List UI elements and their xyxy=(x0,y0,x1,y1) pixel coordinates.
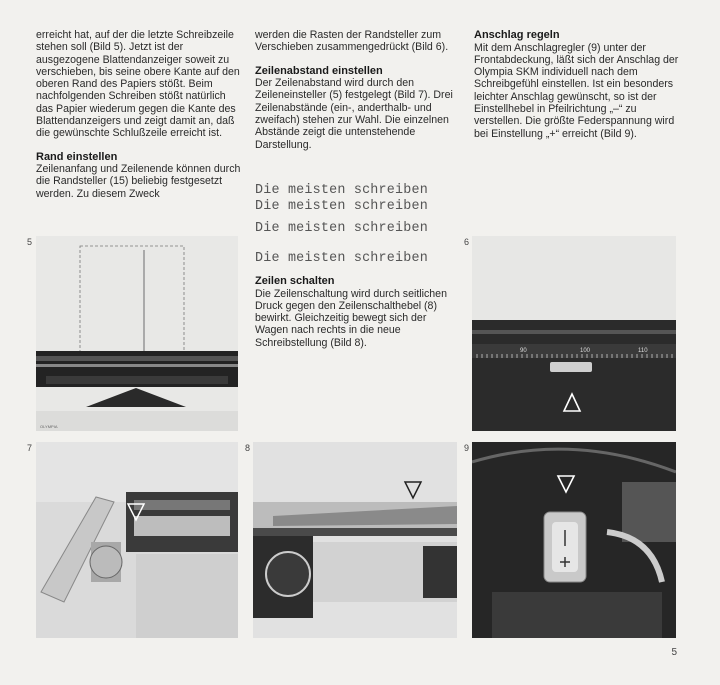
heading-rand-einstellen: Rand einstellen xyxy=(36,150,118,163)
heading-zeilenabstand: Zeilenabstand einstellen xyxy=(255,64,383,77)
figure-number-7: 7 xyxy=(27,443,33,453)
figure-8-photo xyxy=(253,442,457,638)
scale-label: 100 xyxy=(580,348,591,354)
paragraph-blattendanzeiger: erreicht hat, auf der die letzte Schreibzeile stehen soll (Bild 5). Jetzt ist der ausgezogene Blattendanzeiger soweit zu verschieben, bis seine obere Kante auf den oberen Rand des Papiers stößt. Beim nachfolgenden Schreiben stößt natürlich das Papier wiederum gegen die Kante des Blattendanzeigers und zeigt damit an, daß die gewünschte Schlußzeile erreicht ist. xyxy=(36,29,240,140)
scale-label: 90 xyxy=(520,348,527,354)
line-spacing-sample: Die meisten schreiben xyxy=(255,221,428,236)
figure-number-5: 5 xyxy=(27,237,33,247)
figure-7-photo xyxy=(36,442,238,638)
line-spacing-sample: Die meisten schreiben xyxy=(255,251,428,266)
line-spacing-sample: Die meisten schreiben xyxy=(255,183,428,198)
figure-9-photo xyxy=(472,442,676,638)
text-column-2 xyxy=(255,29,455,151)
line-spacing-sample: Die meisten schreiben xyxy=(255,199,428,214)
text-column-1 xyxy=(36,29,242,200)
figure-5-photo xyxy=(36,236,238,431)
paragraph-randsteller: werden die Rasten der Randsteller zum Verschieben zusammengedrückt (Bild 6). xyxy=(255,29,449,54)
paragraph-anschlag-regeln: Mit dem Anschlagregler (9) unter der Frontabdeckung, läßt sich der Anschlag der Olympia SKM individuell nach dem Schreibgefühl einstellen. Ist ein besonders leichter Anschlag gewünscht, so ist der Einstellhebel in Pfeilrichtung „–“ zu verstellen. Die größte Federspannung wird bei Einstellung „+“ erreicht (Bild 9). xyxy=(474,41,679,140)
paragraph-zeilen-schalten: Die Zeilenschaltung wird durch seitlichen Druck gegen den Zeilenschalthebel (8) bewirkt. Gleichzeitig bewegt sich der Wagen nach rechts in die neue Schreibstellung (Bild 8). xyxy=(255,287,447,349)
scale-label: 110 xyxy=(638,348,648,354)
paragraph-zeilenabstand: Der Zeilenabstand wird durch den Zeileneinsteller (5) festgelegt (Bild 7). Drei Zeilenabstände (ein-, anderthalb- und zweifach) stehen zur Wahl. Die einzelnen Abstände zeigt die untenstehende Darstellung. xyxy=(255,77,453,151)
text-column-2-lower xyxy=(255,275,455,349)
heading-anschlag-regeln: Anschlag regeln xyxy=(474,29,560,41)
text-column-3 xyxy=(474,29,686,140)
figure-6-photo xyxy=(472,236,676,431)
paragraph-rand-einstellen: Zeilenanfang und Zeilenende können durch die Randsteller (15) beliebig festgesetzt werden. Zu diesem Zweck xyxy=(36,163,241,200)
page-number: 5 xyxy=(671,647,677,658)
svg-text:OLYMPIA: OLYMPIA xyxy=(40,424,58,429)
figure-number-8: 8 xyxy=(245,443,251,453)
figure-number-6: 6 xyxy=(464,237,470,247)
figure-number-9: 9 xyxy=(464,443,470,453)
heading-zeilen-schalten: Zeilen schalten xyxy=(255,275,335,287)
